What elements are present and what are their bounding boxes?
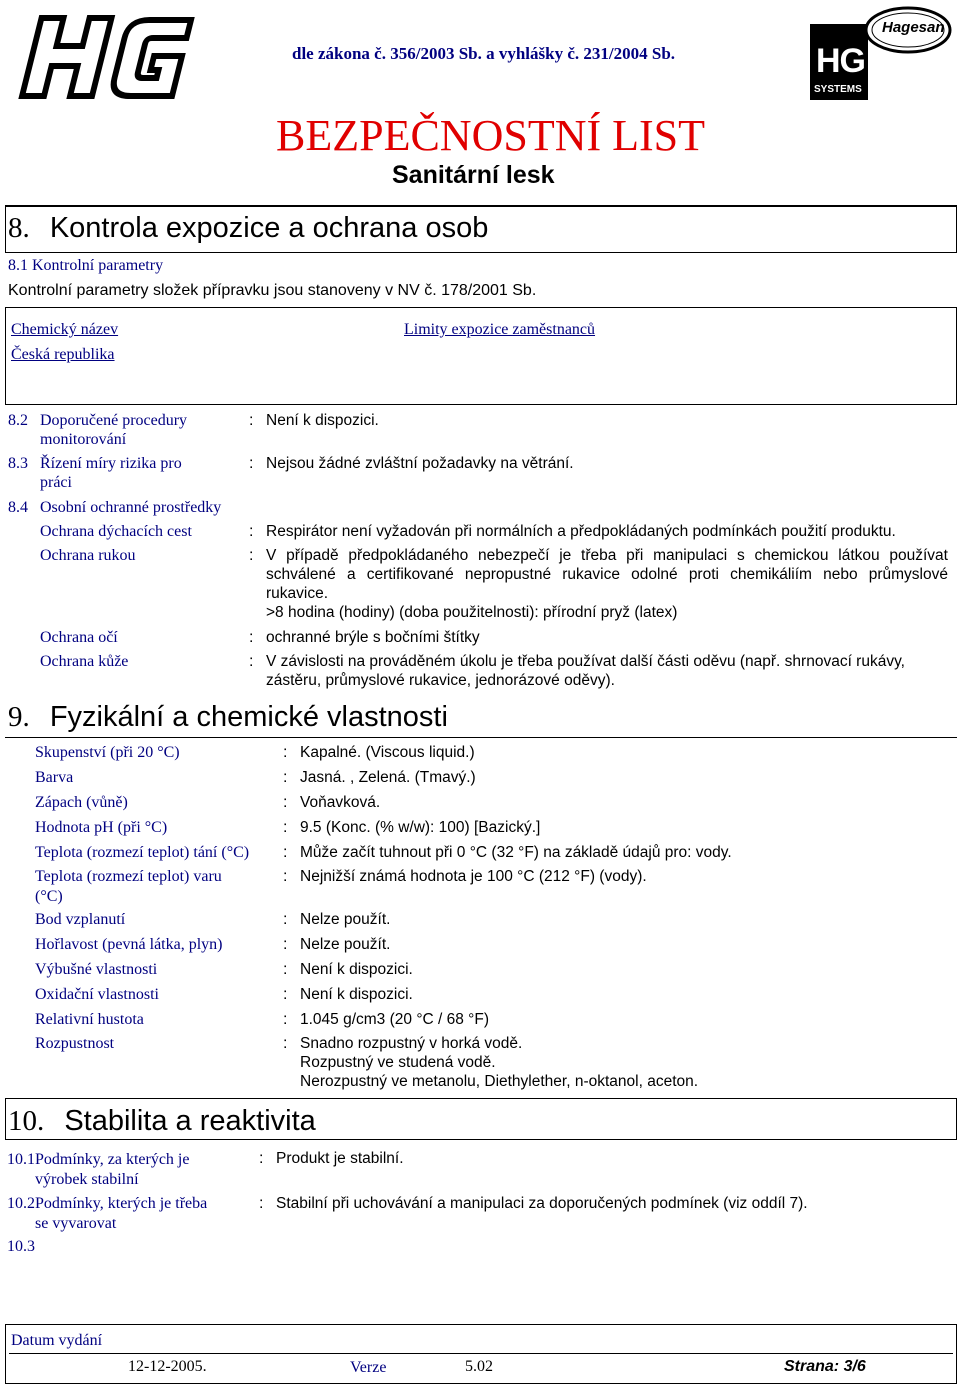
hand-protection-label: Ochrana rukou [40, 547, 136, 564]
colon: : [283, 1035, 288, 1052]
section-number: 9. [8, 701, 30, 733]
page-number: Strana: 3/6 [784, 1358, 866, 1375]
colon: : [283, 844, 288, 861]
property-label: Relativní hustota [35, 1011, 144, 1028]
skin-protection-value [266, 652, 905, 690]
colon: : [249, 629, 254, 646]
subsection-10-2-value: Stabilní při uchovávání a manipulaci za doporučených podmínek (viz oddíl 7). [276, 1195, 808, 1212]
section-title: Kontrola expozice a ochrana osob [49, 212, 489, 244]
colon: : [259, 1195, 264, 1212]
subsection-10-1-label: Podmínky, za kterých je [35, 1151, 190, 1168]
subsection-8-3-number: 8.3 [8, 455, 28, 472]
subsection-8-2-label: Doporučené procedury [40, 412, 188, 429]
property-label: Teplota (rozmezí teplot) tání (°C) [35, 844, 250, 861]
version-label: Verze [350, 1359, 387, 1376]
subsection-8-4-label: Osobní ochranné prostředky [40, 499, 222, 516]
subsection-10-1-number: 10.1 [7, 1151, 35, 1168]
subsection-10-2-label-cont: se vyvarovat [35, 1215, 117, 1232]
issue-date-label: Datum vydání [11, 1332, 103, 1349]
property-value: Není k dispozici. [300, 986, 413, 1003]
property-value-line: Snadno rozpustný v horká vodě. [300, 1035, 523, 1052]
law-reference: dle zákona č. 356/2003 Sb. a vyhlášky č. 231/2004 Sb. [292, 44, 676, 63]
property-value: Nejnižší známá hodnota je 100 °C (212 °F) (vody). [300, 868, 647, 885]
subsection-8-2-label-cont: monitorování [40, 431, 127, 448]
subsection-8-3-value: Nejsou žádné zvláštní požadavky na větrání. [266, 455, 574, 472]
section-number: 10. [8, 1105, 45, 1137]
section-title: Fyzikální a chemické vlastnosti [49, 701, 448, 733]
property-value: Voňavková. [300, 794, 381, 811]
property-label-cont: (°C) [35, 888, 63, 905]
property-value: Nelze použít. [300, 936, 391, 953]
property-label: Teplota (rozmezí teplot) varu [35, 868, 222, 885]
property-label: Zápach (vůně) [35, 794, 128, 811]
colon: : [283, 986, 288, 1003]
document-title: BEZPEČNOSTNÍ LIST [276, 111, 705, 160]
colon: : [283, 819, 288, 836]
hand-protection-line-4: >8 hodina (hodiny) (doba použitelnosti): přírodní pryž (latex) [266, 604, 678, 621]
colon: : [259, 1150, 264, 1167]
property-label: Oxidační vlastnosti [35, 986, 159, 1003]
colon: : [249, 653, 254, 670]
property-value [300, 1034, 698, 1091]
colon: : [249, 455, 254, 472]
skin-protection-line-2: zástěru, průmyslové rukavice, jednorázové oděvy). [266, 672, 615, 689]
hand-protection-line-2: schválené a certifikované nepropustné rukavice odolné proti chemikáliím nebo průmyslové [266, 566, 948, 583]
colon: : [283, 911, 288, 928]
colon: : [283, 794, 288, 811]
respiratory-protection-value: Respirátor není vyžadován při normálních a předpokládaných podmínkách použití produktu. [266, 523, 896, 540]
subsection-10-3-number: 10.3 [7, 1238, 35, 1255]
subsection-8-4-number: 8.4 [8, 499, 28, 516]
property-value: Kapalné. (Viscous liquid.) [300, 744, 475, 761]
property-label: Bod vzplanutí [35, 911, 126, 928]
property-value-line: Nerozpustný ve metanolu, Diethylether, n-oktanol, aceton. [300, 1073, 699, 1090]
property-label: Skupenství (při 20 °C) [35, 744, 180, 761]
brand-badge-top: Hagesan [882, 19, 945, 36]
property-value: 9.5 (Konc. (% w/w): 100) [Bazický.] [300, 819, 541, 836]
subsection-8-3-label-cont: práci [40, 474, 72, 491]
property-label: Hořlavost (pevná látka, plyn) [35, 936, 223, 953]
property-value: Jasná. , Zelená. (Tmavý.) [300, 769, 476, 786]
subsection-10-2-label: Podmínky, kterých je třeba [35, 1195, 208, 1212]
brand-badge-mid: HG [816, 42, 865, 80]
subsection-10-1-value: Produkt je stabilní. [276, 1150, 404, 1167]
product-name: Sanitární lesk [392, 161, 555, 189]
subsection-8-1-label: 8.1 Kontrolní parametry [8, 257, 164, 274]
subsection-8-2-number: 8.2 [8, 412, 28, 429]
colon: : [249, 547, 254, 564]
property-label: Barva [35, 769, 74, 786]
property-value: 1.045 g/cm3 (20 °C / 68 °F) [300, 1011, 490, 1028]
eye-protection-value: ochranné brýle s bočními štítky [266, 629, 480, 646]
section-number: 8. [8, 212, 30, 244]
table-header-exposure-limits: Limity expozice zaměstnanců [404, 321, 596, 338]
section-title: Stabilita a reaktivita [64, 1105, 316, 1137]
section-9-heading [8, 700, 448, 734]
subsection-10-2-number: 10.2 [7, 1195, 35, 1212]
colon: : [283, 1011, 288, 1028]
table-header-chemical-name: Chemický název [11, 321, 119, 338]
colon: : [283, 769, 288, 786]
property-value: Nelze použít. [300, 911, 391, 928]
section-9-rule [5, 737, 957, 738]
property-label: Výbušné vlastnosti [35, 961, 158, 978]
colon: : [283, 936, 288, 953]
property-value: Není k dispozici. [300, 961, 413, 978]
footer [5, 1324, 957, 1384]
colon: : [283, 961, 288, 978]
colon: : [249, 523, 254, 540]
property-label: Hodnota pH (při °C) [35, 819, 168, 836]
skin-protection-line-1: V závislosti na prováděném úkolu je třeba používat další části oděvu (např. shrnovací rukávy, [266, 653, 905, 670]
colon: : [283, 744, 288, 761]
hg-logo [4, 8, 204, 103]
skin-protection-label: Ochrana kůže [40, 653, 129, 670]
property-value: Může začít tuhnout při 0 °C (32 °F) na základě údajů pro: vody. [300, 844, 732, 861]
brand-badge-bottom: SYSTEMS [814, 84, 862, 95]
property-value-line: Rozpustný ve studená vodě. [300, 1054, 496, 1071]
subsection-8-1-text: Kontrolní parametry složek přípravku jsou stanoveny v NV č. 178/2001 Sb. [8, 282, 537, 299]
subsection-8-3-label: Řízení míry rizika pro [40, 455, 182, 472]
section-8-heading [8, 211, 488, 245]
hand-protection-line-3: rukavice. [266, 585, 329, 602]
footer-divider [9, 1353, 953, 1354]
version-value: 5.02 [465, 1358, 493, 1375]
issue-date-value: 12-12-2005. [128, 1358, 207, 1375]
hand-protection-line-1: V případě předpokládaného nebezpečí je třeba při manipulaci s chemickou látkou používat [266, 547, 948, 564]
property-label: Rozpustnost [35, 1035, 115, 1052]
brand-badge [808, 4, 952, 102]
eye-protection-label: Ochrana očí [40, 629, 118, 646]
colon: : [249, 412, 254, 429]
hand-protection-value [266, 546, 948, 622]
section-10-heading [8, 1104, 316, 1138]
subsection-10-1-label-cont: výrobek stabilní [35, 1171, 139, 1188]
exposure-limits-table [5, 307, 957, 405]
subsection-8-2-value: Není k dispozici. [266, 412, 379, 429]
table-header-country: Česká republika [11, 346, 115, 363]
respiratory-protection-label: Ochrana dýchacích cest [40, 523, 192, 540]
colon: : [283, 868, 288, 885]
